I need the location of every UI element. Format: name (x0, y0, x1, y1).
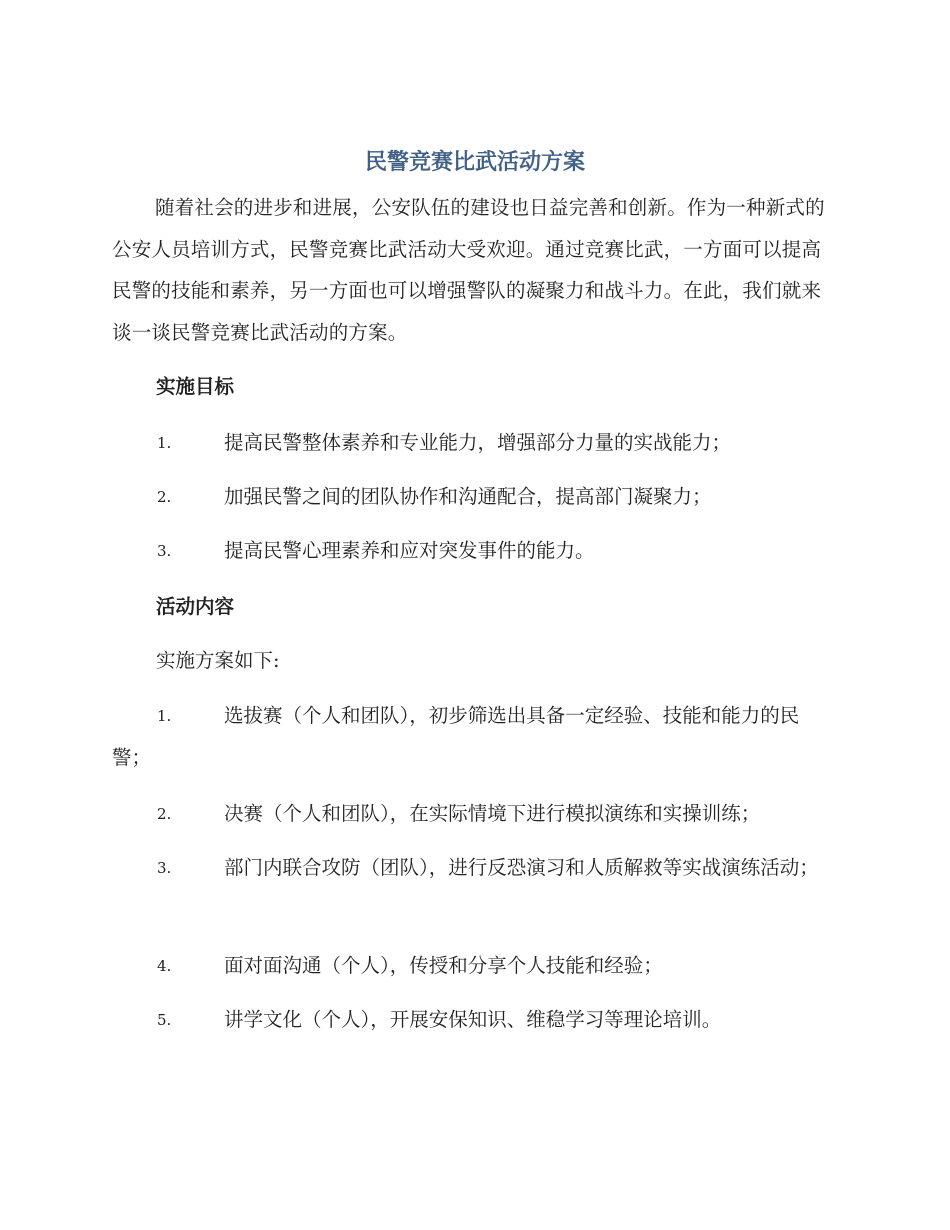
list-item (112, 945, 834, 987)
list-item (112, 847, 834, 889)
section-heading-goals: 实施目标 (156, 375, 235, 398)
list-number: 1. (157, 707, 172, 725)
list-number: 2. (157, 805, 172, 823)
list-number: 3. (157, 542, 172, 560)
section-heading-content: 活动内容 (156, 595, 235, 618)
list-item (112, 422, 834, 464)
list-text: 提高民警心理素养和应对突发事件的能力。 (224, 539, 595, 562)
list-text: 部门内联合攻防（团队），进行反恐演习和人质解救等实战演练活动； (224, 856, 819, 879)
list-text: 决赛（个人和团队），在实际情境下进行模拟演练和实操训练； (224, 802, 761, 825)
list-text: 讲学文化（个人），开展安保知识、维稳学习等理论培训。 (224, 1008, 722, 1031)
list-number: 1. (157, 434, 172, 452)
list-item (112, 695, 834, 779)
list-number: 4. (157, 957, 172, 975)
list-text: 提高民警整体素养和专业能力，增强部分力量的实战能力； (224, 431, 732, 454)
list-number: 2. (157, 488, 172, 506)
list-item (112, 999, 834, 1041)
section-lead: 实施方案如下: (156, 649, 280, 672)
list-item (112, 793, 834, 835)
list-item (112, 530, 834, 572)
list-number: 3. (157, 859, 172, 877)
list-item (112, 476, 834, 518)
list-text: 加强民警之间的团队协作和沟通配合，提高部门凝聚力； (224, 485, 712, 508)
intro-paragraph: 随着社会的进步和进展，公安队伍的建设也日益完善和创新。作为一种新式的公安人员培训方式，民警竞赛比武活动大受欢迎。通过竞赛比武，一方面可以提高民警的技能和素养，另一方面也可以增强警队的凝聚力和战斗力。在此，我们就来谈一谈民警竞赛比武活动的方案。 (112, 196, 825, 344)
list-text: 选拔赛（个人和团队），初步筛选出具备一定经验、技能和能力的民警； (112, 704, 800, 769)
list-text: 面对面沟通（个人），传授和分享个人技能和经验； (224, 954, 663, 977)
document-title: 民警竞赛比武活动方案 (364, 150, 585, 175)
list-number: 5. (157, 1011, 172, 1029)
